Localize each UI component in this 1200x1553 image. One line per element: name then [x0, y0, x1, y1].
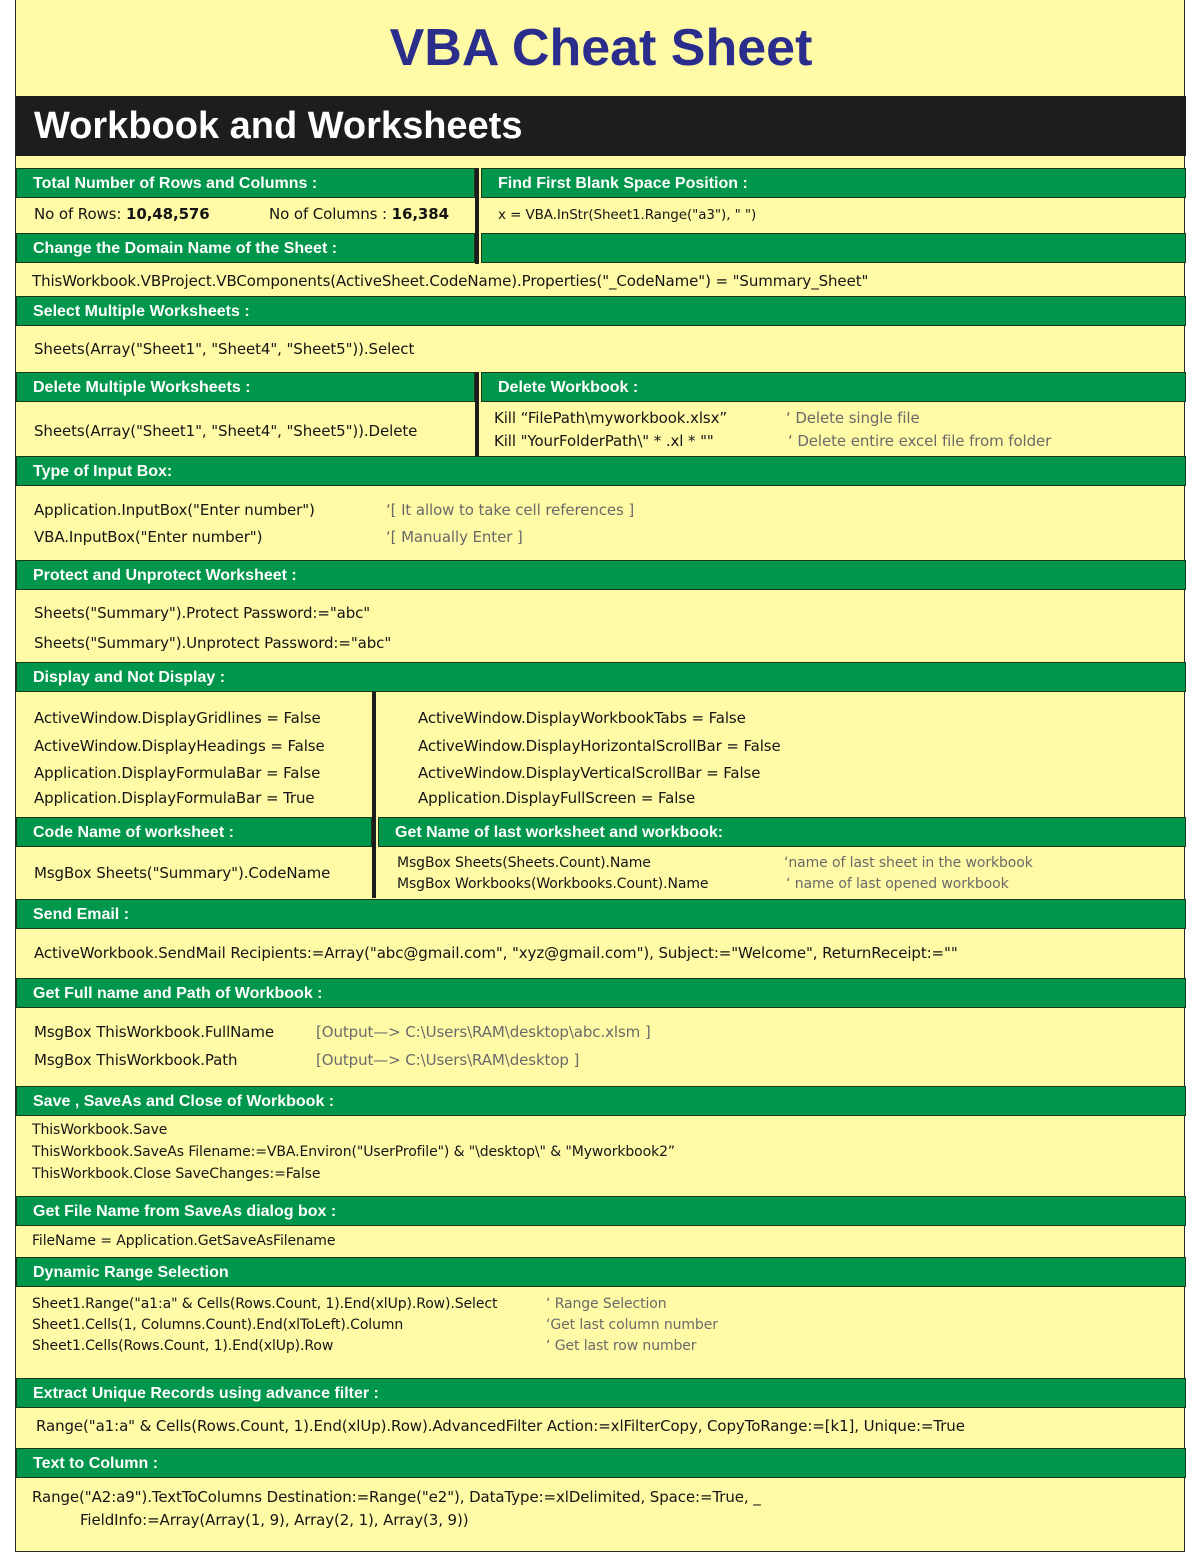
lastname-code-2: MsgBox Workbooks(Workbooks.Count).Name: [397, 876, 709, 892]
select-ws-code: Sheets(Array("Sheet1", "Sheet4", "Sheet5")).Select: [34, 340, 415, 358]
fullname-output-2: [Output—> C:\Users\RAM\desktop ]: [316, 1051, 580, 1069]
protect-code: Sheets("Summary").Protect Password:="abc": [34, 604, 371, 622]
display-right-2: ActiveWindow.DisplayHorizontalScrollBar = False: [418, 737, 781, 755]
filename-header: Get File Name from SaveAs dialog box :: [16, 1196, 1186, 1226]
display-header: Display and Not Display :: [16, 662, 1186, 692]
fullname-code-2: MsgBox ThisWorkbook.Path: [34, 1051, 238, 1069]
email-header: Send Email :: [16, 899, 1186, 929]
dynamic-code-3: Sheet1.Cells(Rows.Count, 1).End(xlUp).Row: [32, 1338, 334, 1354]
dynamic-comment-2: ‘Get last column number: [546, 1317, 718, 1333]
save-code-2: ThisWorkbook.SaveAs Filename:=VBA.Environ("UserProfile") & "\desktop\" & "Myworkbook2”: [32, 1144, 676, 1160]
delete-ws-code: Sheets(Array("Sheet1", "Sheet4", "Sheet5")).Delete: [34, 422, 418, 440]
rows-text: No of Rows: 10,48,576: [34, 205, 210, 223]
filename-code: FileName = Application.GetSaveAsFilename: [32, 1233, 336, 1249]
inputbox-comment-2: ‘[ Manually Enter ]: [386, 528, 523, 546]
domain-header-blank: [481, 233, 1186, 263]
section-banner: Workbook and Worksheets: [16, 96, 1186, 156]
divider: [475, 372, 479, 456]
fullname-code-1: MsgBox ThisWorkbook.FullName: [34, 1023, 274, 1041]
inputbox-code-1: Application.InputBox("Enter number"): [34, 501, 315, 519]
delete-wb-comment-2: ‘ Delete entire excel file from folder: [788, 432, 1052, 450]
domain-code: ThisWorkbook.VBProject.VBComponents(ActiveSheet.CodeName).Properties("_CodeName") = "Summary_Sheet": [32, 272, 869, 290]
dynamic-comment-3: ‘ Get last row number: [546, 1338, 697, 1354]
select-ws-header: Select Multiple Worksheets :: [16, 296, 1186, 326]
lastname-comment-2: ‘ name of last opened workbook: [786, 876, 1009, 892]
codename-header: Code Name of worksheet :: [16, 817, 372, 847]
display-left-3: Application.DisplayFormulaBar = False: [34, 764, 321, 782]
blank-space-code: x = VBA.InStr(Sheet1.Range("a3"), " "): [498, 207, 757, 223]
cols-value: 16,384: [391, 205, 449, 223]
domain-header: Change the Domain Name of the Sheet :: [16, 233, 475, 263]
dynamic-code-2: Sheet1.Cells(1, Columns.Count).End(xlToLeft).Column: [32, 1317, 404, 1333]
dynamic-comment-1: ‘ Range Selection: [546, 1296, 667, 1312]
display-right-3: ActiveWindow.DisplayVerticalScrollBar = False: [418, 764, 761, 782]
delete-wb-header: Delete Workbook :: [481, 372, 1186, 402]
save-header: Save , SaveAs and Close of Workbook :: [16, 1086, 1186, 1116]
save-code-1: ThisWorkbook.Save: [32, 1122, 168, 1138]
text-to-column-code-1: Range("A2:a9").TextToColumns Destination:=Range("e2"), DataType:=xlDelimited, Space:=True, _: [32, 1488, 761, 1506]
fullname-output-1: [Output—> C:\Users\RAM\desktop\abc.xlsm ]: [316, 1023, 651, 1041]
inputbox-comment-1: ‘[ It allow to take cell references ]: [386, 501, 635, 519]
lastname-code-1: MsgBox Sheets(Sheets.Count).Name: [397, 855, 651, 871]
protect-header: Protect and Unprotect Worksheet :: [16, 560, 1186, 590]
inputbox-header: Type of Input Box:: [16, 456, 1186, 486]
lastname-header: Get Name of last worksheet and workbook:: [378, 817, 1186, 847]
dynamic-range-header: Dynamic Range Selection: [16, 1257, 1186, 1287]
cheat-sheet-page: [15, 0, 1185, 1552]
divider: [475, 168, 479, 264]
delete-wb-code-2: Kill "YourFolderPath\" * .xl * "": [494, 432, 714, 450]
display-left-2: ActiveWindow.DisplayHeadings = False: [34, 737, 325, 755]
dynamic-code-1: Sheet1.Range("a1:a" & Cells(Rows.Count, 1).End(xlUp).Row).Select: [32, 1296, 498, 1312]
inputbox-code-2: VBA.InputBox("Enter number"): [34, 528, 263, 546]
text-to-column-header: Text to Column :: [16, 1448, 1186, 1478]
rows-value: 10,48,576: [126, 205, 210, 223]
save-code-3: ThisWorkbook.Close SaveChanges:=False: [32, 1166, 321, 1182]
divider: [372, 692, 376, 898]
display-left-4: Application.DisplayFormulaBar = True: [34, 789, 315, 807]
lastname-comment-1: ‘name of last sheet in the workbook: [784, 855, 1033, 871]
page-title: VBA Cheat Sheet: [389, 19, 813, 77]
unprotect-code: Sheets("Summary").Unprotect Password:="abc": [34, 634, 392, 652]
codename-code: MsgBox Sheets("Summary").CodeName: [34, 864, 331, 882]
rows-cols-header: Total Number of Rows and Columns :: [16, 168, 475, 198]
email-code: ActiveWorkbook.SendMail Recipients:=Array("abc@gmail.com", "xyz@gmail.com"), Subject:="Welcome", ReturnReceipt:="": [34, 944, 958, 962]
unique-header: Extract Unique Records using advance filter :: [16, 1378, 1186, 1408]
cols-text: No of Columns : 16,384: [269, 205, 449, 223]
display-right-1: ActiveWindow.DisplayWorkbookTabs = False: [418, 709, 746, 727]
text-to-column-code-2: FieldInfo:=Array(Array(1, 9), Array(2, 1), Array(3, 9)): [80, 1511, 469, 1529]
unique-code: Range("a1:a" & Cells(Rows.Count, 1).End(xlUp).Row).AdvancedFilter Action:=xlFilterCopy, CopyToRange:=[k1], Unique:=True: [36, 1417, 965, 1435]
delete-ws-header: Delete Multiple Worksheets :: [16, 372, 475, 402]
display-right-4: Application.DisplayFullScreen = False: [418, 789, 696, 807]
blank-space-header: Find First Blank Space Position :: [481, 168, 1186, 198]
delete-wb-comment-1: ‘ Delete single file: [786, 409, 920, 427]
fullname-header: Get Full name and Path of Workbook :: [16, 978, 1186, 1008]
display-left-1: ActiveWindow.DisplayGridlines = False: [34, 709, 321, 727]
delete-wb-code-1: Kill “FilePath\myworkbook.xlsx”: [494, 409, 728, 427]
